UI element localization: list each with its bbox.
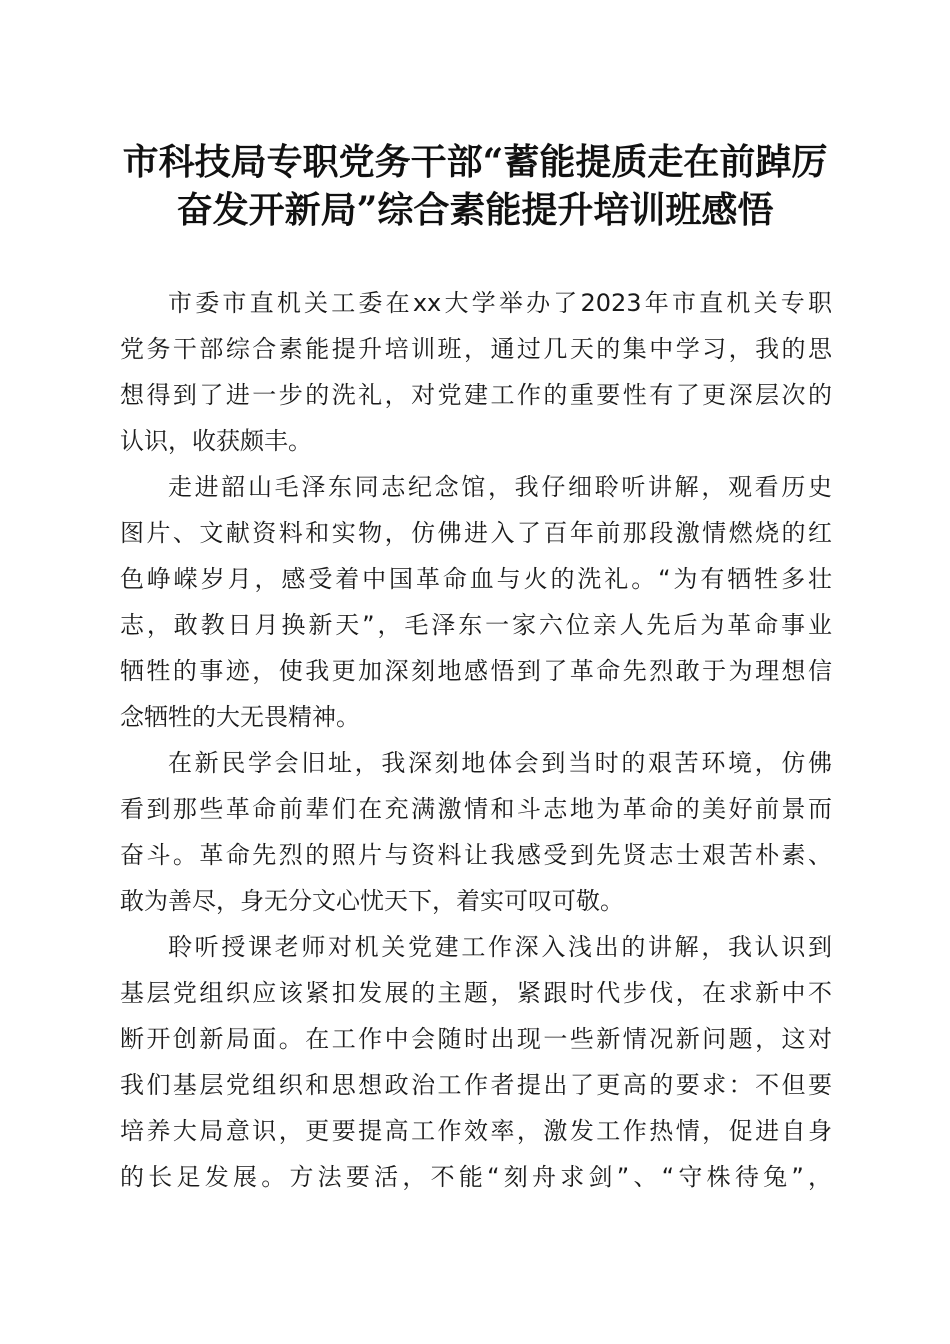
paragraph-line: 走进韶山毛泽东同志纪念馆，我仔细聆听讲解，观看历史 bbox=[168, 473, 832, 501]
paragraph-line: 认识，收获颇丰。 bbox=[120, 427, 312, 455]
paragraph-1 bbox=[120, 280, 832, 464]
paragraph-line: 市委市直机关工委在xx大学举办了2023年市直机关专职 bbox=[168, 289, 832, 317]
paragraph-line: 在新民学会旧址，我深刻地体会到当时的艰苦环境，仿佛 bbox=[168, 749, 832, 777]
paragraph-line: 我们基层党组织和思想政治工作者提出了更高的要求：不但要 bbox=[120, 1071, 832, 1099]
paragraph-line: 色峥嵘岁月，感受着中国革命血与火的洗礼。“为有牺牲多壮 bbox=[120, 565, 832, 593]
document-title bbox=[100, 138, 850, 234]
paragraph-line: 断开创新局面。在工作中会随时出现一些新情况新问题，这对 bbox=[120, 1025, 832, 1053]
title-line-2: 奋发开新局”综合素能提升培训班感悟 bbox=[176, 189, 774, 231]
paragraph-3 bbox=[120, 740, 832, 924]
paragraph-line: 图片、文献资料和实物，仿佛进入了百年前那段激情燃烧的红 bbox=[120, 519, 832, 547]
paragraph-line: 党务干部综合素能提升培训班，通过几天的集中学习，我的思 bbox=[120, 335, 832, 363]
paragraph-line: 想得到了进一步的洗礼，对党建工作的重要性有了更深层次的 bbox=[120, 381, 832, 409]
title-line-1: 市科技局专职党务干部“蓄能提质走在前踔厉 bbox=[122, 141, 828, 183]
paragraph-line: 牺牲的事迹，使我更加深刻地感悟到了革命先烈敢于为理想信 bbox=[120, 657, 832, 685]
document-body bbox=[120, 280, 832, 1200]
paragraph-line: 看到那些革命前辈们在充满激情和斗志地为革命的美好前景而 bbox=[120, 795, 832, 823]
paragraph-2 bbox=[120, 464, 832, 740]
paragraph-line: 培养大局意识，更要提高工作效率，激发工作热情，促进自身 bbox=[120, 1117, 832, 1145]
paragraph-line: 基层党组织应该紧扣发展的主题，紧跟时代步伐，在求新中不 bbox=[120, 979, 832, 1007]
paragraph-line: 敢为善尽，身无分文心忧天下，着实可叹可敬。 bbox=[120, 887, 624, 915]
paragraph-line: 念牺牲的大无畏精神。 bbox=[120, 703, 360, 731]
paragraph-line: 志，敢教日月换新天”，毛泽东一家六位亲人先后为革命事业 bbox=[120, 611, 832, 639]
paragraph-line: 聆听授课老师对机关党建工作深入浅出的讲解，我认识到 bbox=[168, 933, 832, 961]
paragraph-line: 奋斗。革命先烈的照片与资料让我感受到先贤志士艰苦朴素、 bbox=[120, 841, 832, 869]
paragraph-4 bbox=[120, 924, 832, 1200]
paragraph-line: 的长足发展。方法要活，不能“刻舟求剑”、“守株待兔”， bbox=[120, 1163, 832, 1191]
